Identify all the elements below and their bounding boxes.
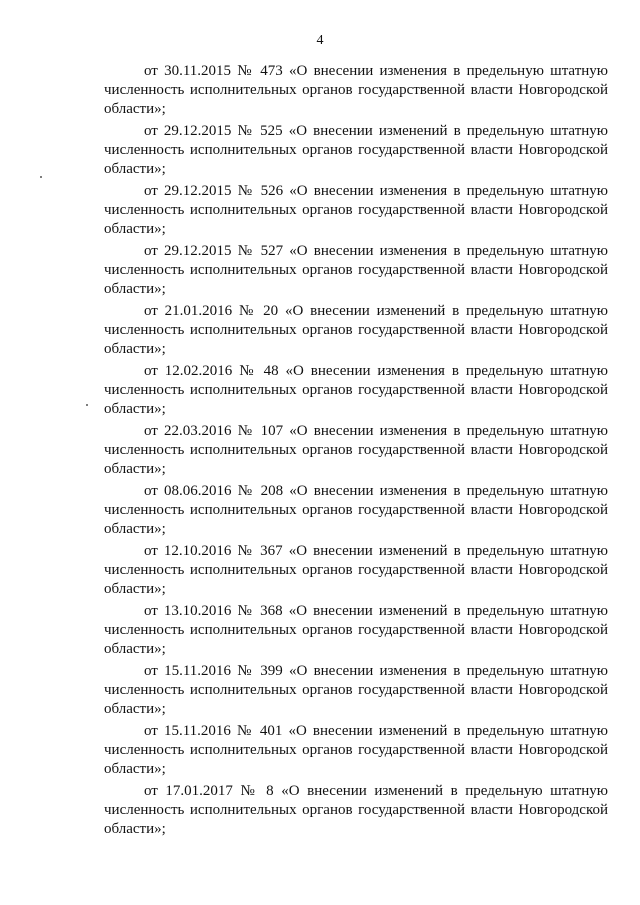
decree-entry-line: от 12.10.2016 № 367 «О внесении изменений в предельную штатную: [144, 543, 608, 559]
decree-entry-line: от 22.03.2016 № 107 «О внесении изменения в предельную штатную: [144, 423, 608, 439]
decree-entry-line: численность исполнительных органов государственной власти Новгородской: [104, 562, 608, 578]
decree-entry-line: численность исполнительных органов государственной власти Новгородской: [104, 622, 608, 638]
decree-entry-line: области»;: [104, 401, 166, 417]
decree-entry-line: области»;: [104, 821, 166, 837]
decree-entry-line: численность исполнительных органов государственной власти Новгородской: [104, 142, 608, 158]
decree-entry: [104, 482, 608, 539]
decree-entry: [104, 662, 608, 719]
decree-entry-line: численность исполнительных органов государственной власти Новгородской: [104, 82, 608, 98]
decree-entry-line: от 15.11.2016 № 401 «О внесении изменений в предельную штатную: [144, 723, 608, 739]
decree-entry-line: области»;: [104, 581, 166, 597]
decree-entry-line: области»;: [104, 521, 166, 537]
decree-entry-line: области»;: [104, 221, 166, 237]
decree-entry-line: области»;: [104, 281, 166, 297]
decree-entry: [104, 722, 608, 779]
decree-entry-line: численность исполнительных органов государственной власти Новгородской: [104, 682, 608, 698]
scan-speck: [40, 176, 42, 178]
decree-entry: [104, 542, 608, 599]
decree-entry: [104, 782, 608, 839]
decree-entry-line: области»;: [104, 101, 166, 117]
decree-entry: [104, 122, 608, 179]
decree-entry-line: от 21.01.2016 № 20 «О внесении изменений в предельную штатную: [144, 303, 608, 319]
decree-entry-line: области»;: [104, 341, 166, 357]
decree-entry-line: численность исполнительных органов государственной власти Новгородской: [104, 262, 608, 278]
decree-entry-line: области»;: [104, 641, 166, 657]
decree-entry-line: численность исполнительных органов государственной власти Новгородской: [104, 322, 608, 338]
decree-entry-line: численность исполнительных органов государственной власти Новгородской: [104, 202, 608, 218]
decree-entry: [104, 302, 608, 359]
decree-entry-line: от 12.02.2016 № 48 «О внесении изменения в предельную штатную: [144, 363, 608, 379]
decree-entry-line: численность исполнительных органов государственной власти Новгородской: [104, 802, 608, 818]
decree-entry-line: от 08.06.2016 № 208 «О внесении изменения в предельную штатную: [144, 483, 608, 499]
decree-entry-line: от 13.10.2016 № 368 «О внесении изменений в предельную штатную: [144, 603, 608, 619]
page-number: 4: [316, 33, 324, 48]
decree-entry: [104, 242, 608, 299]
decree-entry-line: области»;: [104, 461, 166, 477]
decree-entry-line: области»;: [104, 701, 166, 717]
decree-entry: [104, 422, 608, 479]
decree-entry-line: области»;: [104, 761, 166, 777]
decree-entry-line: от 30.11.2015 № 473 «О внесении изменения в предельную штатную: [144, 63, 608, 79]
decree-entry-line: численность исполнительных органов государственной власти Новгородской: [104, 382, 608, 398]
decree-entry-line: от 29.12.2015 № 526 «О внесении изменения в предельную штатную: [144, 183, 608, 199]
decree-entry-line: от 17.01.2017 № 8 «О внесении изменений в предельную штатную: [144, 783, 608, 799]
decree-entry: [104, 602, 608, 659]
decree-entry: [104, 182, 608, 239]
decree-entry-line: численность исполнительных органов государственной власти Новгородской: [104, 742, 608, 758]
decree-entry: [104, 362, 608, 419]
decree-entry-line: области»;: [104, 161, 166, 177]
scan-speck: [86, 404, 88, 406]
decree-entry-line: численность исполнительных органов государственной власти Новгородской: [104, 442, 608, 458]
decree-entry-line: от 29.12.2015 № 527 «О внесении изменения в предельную штатную: [144, 243, 608, 259]
decree-entry-line: от 15.11.2016 № 399 «О внесении изменения в предельную штатную: [144, 663, 608, 679]
decree-entry-line: от 29.12.2015 № 525 «О внесении изменений в предельную штатную: [144, 123, 608, 139]
decree-entry: [104, 62, 608, 119]
decree-list: [104, 62, 608, 842]
decree-entry-line: численность исполнительных органов государственной власти Новгородской: [104, 502, 608, 518]
